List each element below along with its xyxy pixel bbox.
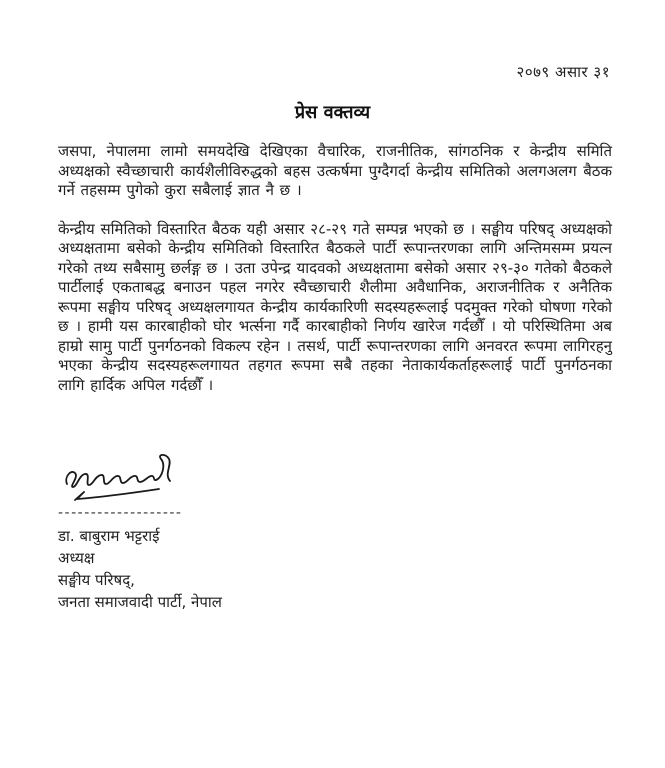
paragraph-2: केन्द्रीय समितिको विस्तारित बैठक यही असार २८-२९ गते सम्पन्न भएको छ । सङ्घीय परिषद् अध्यक्षको अध्यक्षतामा बसेको केन्द्रीय समितिको विस्तारित बैठकले पार्टी रूपान्तरणका लागि अन्तिमसम्म प्रयत्न गरेको तथ्य सबैसामु छर्लङ्ग छ । उता उपेन्द्र यादवको अध्यक्षतामा बसेको असार २९-३० गतेको बैठकले पार्टीलाई एकताबद्ध बनाउन पहल नगरेर स्वैच्छाचारी शैलीमा अवैधानिक, अराजनीतिक र अनैतिक रूपमा सङ्घीय परिषद् अध्यक्षलगायत केन्द्रीय कार्यकारिणी सदस्यहरूलाई पदमुक्त गरेको घोषणा गरेको छ । हामी यस कारबाहीको घोर भर्त्सना गर्दै कारबाहीको निर्णय खारेज गर्दछौँ । यो परिस्थितिमा अब हाम्रो सामु पार्टी पुनर्गठनको विकल्प रहेन । तसर्थ, पार्टी रूपान्तरणका लागि अनवरत रूपमा लागिरहनु भएका केन्द्रीय सदस्यहरूलगायत तहगत रूपमा सबै तहका नेताकार्यकर्ताहरूलाई पार्टी पुनर्गठनका लागि हार्दिक अपिल गर्दछौँ । [58, 219, 612, 394]
signatory-designation: अध्यक्ष [58, 549, 95, 567]
signatory-name: डा. बाबुराम भट्टराई [58, 527, 160, 545]
handwritten-signature-icon [60, 452, 178, 504]
document-body [58, 142, 612, 414]
signatory-party: जनता समाजवादी पार्टी, नेपाल [58, 593, 222, 611]
signature-block [58, 452, 378, 612]
signatory-council: सङ्घीय परिषद्, [58, 571, 135, 589]
document-title: प्रेस वक्तव्य [294, 102, 371, 123]
signature-separator: ------------------- [58, 505, 183, 521]
paragraph-1: जसपा, नेपालमा लामो समयदेखि देखिएका वैचारिक, राजनीतिक, सांगठनिक र केन्द्रीय समिति अध्यक्षको स्वैच्छाचारी कार्यशैलीविरुद्धको बहस उत्कर्षमा पुग्दैगर्दा केन्द्रीय समितिको अलगअलग बैठक गर्ने तहसम्म पुगेको कुरा सबैलाई ज्ञात नै छ । [58, 142, 612, 199]
document-date: २०७९ असार ३१ [516, 63, 610, 81]
